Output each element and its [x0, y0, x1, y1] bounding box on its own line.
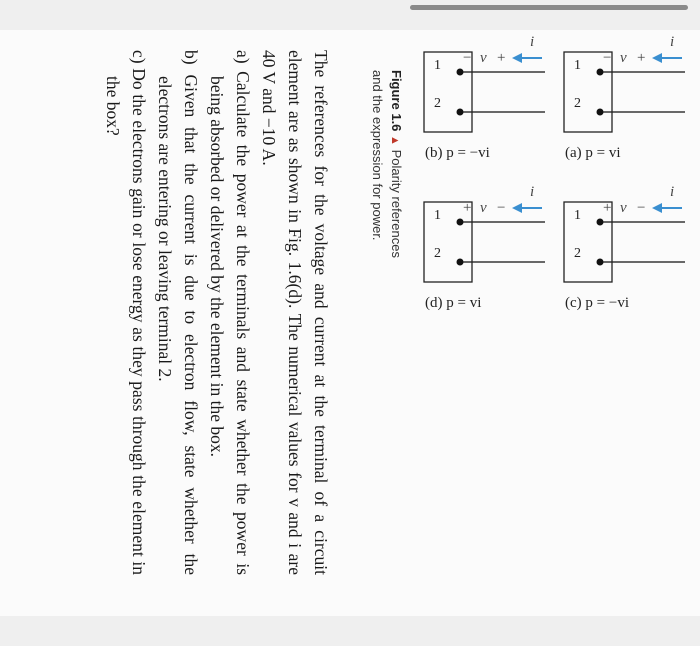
terminal-label-2-a: 2 [574, 96, 581, 111]
bottom-bar [0, 616, 700, 646]
top-bar [0, 0, 700, 30]
terminal-dot-1-a [597, 69, 604, 76]
voltage-label-a: v [620, 50, 627, 66]
current-label-c: i [670, 184, 675, 200]
top-polarity-b: + [497, 50, 506, 66]
panel-caption-b: (b) p = −vi [425, 145, 490, 161]
terminal-dot-2-d [457, 259, 464, 266]
bottom-polarity-b: − [463, 50, 472, 66]
part-a-text: Calculate the power at the terminals and state whether the power is being absorbed or delivered by the element in the box. [207, 71, 253, 576]
top-polarity-c: − [637, 200, 646, 216]
problem-text [100, 50, 334, 575]
terminal-dot-2-b [457, 109, 464, 116]
figure-caption-text: Polarity references and the expression for power. [370, 70, 404, 258]
terminal-dot-1-c [597, 219, 604, 226]
scroll-indicator[interactable] [410, 5, 688, 10]
triangle-icon: ▲ [389, 135, 401, 146]
terminal-label-1-a: 1 [574, 58, 581, 73]
arrowhead-icon-a [652, 53, 662, 63]
terminal-dot-2-c [597, 259, 604, 266]
terminal-label-1-b: 1 [434, 58, 441, 73]
terminal-label-2-c: 2 [574, 246, 581, 261]
document-page [0, 30, 700, 616]
figure-polarity-diagrams [410, 30, 700, 616]
rotated-page [0, 30, 700, 616]
terminal-label-2-b: 2 [434, 96, 441, 111]
terminal-dot-1-d [457, 219, 464, 226]
arrowhead-icon-d [512, 203, 522, 213]
top-polarity-d: − [497, 200, 506, 216]
terminal-dot-2-a [597, 109, 604, 116]
problem-intro: The references for the voltage and current at the terminal of a circuit element are as shown in Fig. 1.6(d). The numerical values for v and i are 40 V and −10 A. [259, 50, 331, 575]
bottom-polarity-a: − [603, 50, 612, 66]
figure-label: Figure 1.6 [389, 70, 404, 132]
part-c-text: Do the electrons gain or lose energy as they pass through the element in the box? [103, 68, 149, 575]
terminal-dot-1-b [457, 69, 464, 76]
current-label-b: i [530, 34, 535, 50]
current-label-a: i [670, 34, 675, 50]
terminal-label-1-c: 1 [574, 208, 581, 223]
arrowhead-icon-c [652, 203, 662, 213]
terminal-label-1-d: 1 [434, 208, 441, 223]
panel-caption-a: (a) p = vi [565, 145, 621, 161]
part-b-text: Given that the current is due to electron flow, state whether the electrons are entering or leaving terminal 2. [155, 74, 201, 575]
figure-caption [369, 70, 405, 270]
bottom-polarity-c: + [603, 200, 612, 216]
problem-part-c [100, 50, 152, 575]
problem-part-b [152, 50, 204, 575]
arrowhead-icon-b [512, 53, 522, 63]
terminal-label-2-d: 2 [434, 246, 441, 261]
voltage-label-d: v [480, 200, 487, 216]
voltage-label-c: v [620, 200, 627, 216]
part-b-label: b) [181, 50, 201, 65]
top-polarity-a: + [637, 50, 646, 66]
current-label-d: i [530, 184, 535, 200]
voltage-label-b: v [480, 50, 487, 66]
problem-part-a [204, 50, 256, 575]
bottom-polarity-d: + [463, 200, 472, 216]
panel-caption-c: (c) p = −vi [565, 295, 629, 311]
part-a-label: a) [233, 50, 253, 64]
part-c-label: c) [129, 50, 149, 64]
panel-caption-d: (d) p = vi [425, 295, 482, 311]
